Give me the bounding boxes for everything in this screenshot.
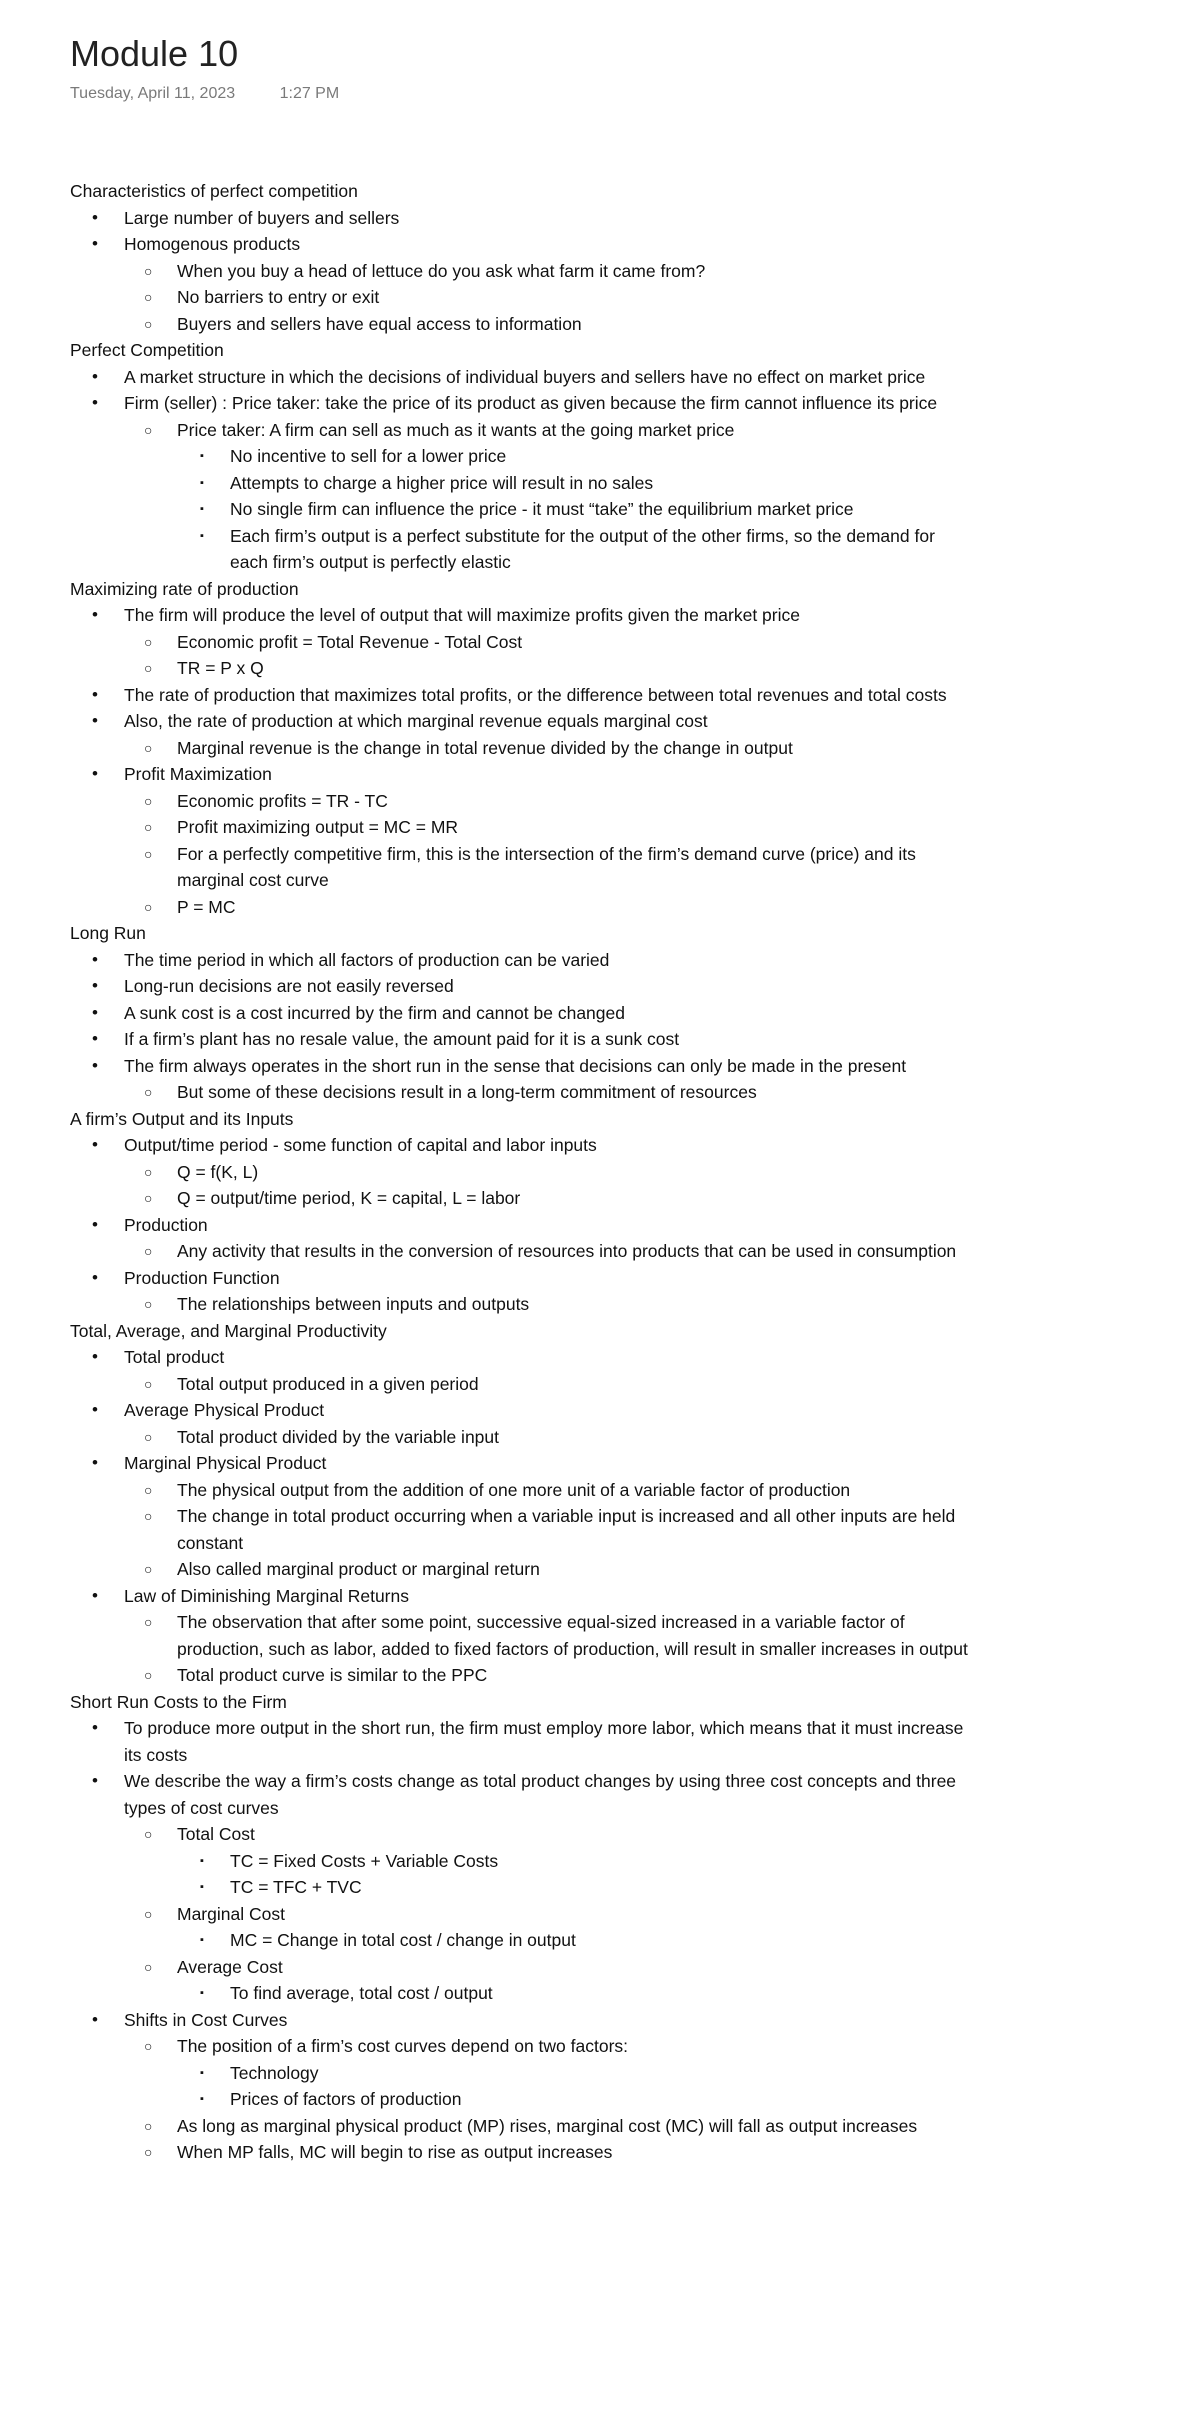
- bullet-marker: •: [92, 234, 98, 253]
- bullet-marker: ▪: [200, 503, 204, 515]
- section-heading[interactable]: [70, 1106, 970, 1133]
- sub-bullet-item[interactable]: [70, 1662, 970, 1689]
- line-text: Each firm’s output is a perfect substitute for the output of the other firms, so the demand for each firm’s output is perfectly elastic: [230, 525, 935, 572]
- bullet-marker: ▪: [200, 450, 204, 462]
- bullet-marker: •: [92, 1453, 98, 1472]
- bullet-marker: ▪: [200, 1854, 204, 1867]
- section-heading[interactable]: [70, 920, 970, 947]
- bullet-marker: •: [92, 1585, 98, 1605]
- line-text: Total, Average, and Marginal Productivity: [70, 1320, 387, 1341]
- bullet-item[interactable]: [70, 1768, 970, 1821]
- line-text: The firm always operates in the short run in the sense that decisions can only be made in the present: [124, 1055, 907, 1076]
- sub-bullet-item[interactable]: [70, 2139, 970, 2166]
- bullet-marker: •: [92, 1002, 98, 1022]
- line-text: No barriers to entry or exit: [177, 287, 380, 307]
- line-text: To find average, total cost / output: [230, 1983, 493, 2003]
- bullet-marker: ▪: [200, 476, 204, 489]
- sub-sub-bullet-item[interactable]: [70, 470, 970, 497]
- line-text: Technology: [230, 2062, 319, 2083]
- bullet-item[interactable]: [70, 2007, 970, 2034]
- line-text: Price taker: A firm can sell as much as it wants at the going market price: [177, 419, 735, 440]
- bullet-marker: ▪: [200, 529, 204, 542]
- line-text: The firm will produce the level of output that will maximize profits given the market price: [124, 605, 800, 625]
- bullet-marker: •: [92, 366, 98, 386]
- sub-bullet-item[interactable]: [70, 1821, 970, 1848]
- bullet-item[interactable]: [70, 364, 970, 391]
- line-text: When you buy a head of lettuce do you ask what farm it came from?: [177, 260, 706, 281]
- bullet-marker: ○: [144, 262, 153, 279]
- sub-sub-bullet-item[interactable]: [70, 1927, 970, 1954]
- bullet-marker: •: [92, 711, 98, 730]
- bullet-marker: •: [92, 393, 98, 412]
- bullet-marker: ○: [144, 739, 153, 756]
- line-text: Production: [124, 1214, 208, 1235]
- bullet-marker: •: [92, 2009, 98, 2029]
- bullet-item[interactable]: [70, 761, 970, 788]
- bullet-marker: •: [92, 1347, 98, 1366]
- sub-bullet-item[interactable]: [70, 629, 970, 656]
- section-heading[interactable]: [70, 337, 970, 364]
- sub-bullet-item[interactable]: [70, 735, 970, 762]
- bullet-marker: ▪: [200, 1987, 204, 1999]
- bullet-marker: •: [92, 949, 98, 969]
- bullet-marker: ○: [144, 1508, 153, 1524]
- line-text: Maximizing rate of production: [70, 578, 299, 599]
- sub-bullet-item[interactable]: [70, 1556, 970, 1583]
- sub-bullet-item[interactable]: [70, 1371, 970, 1398]
- sub-bullet-item[interactable]: [70, 1901, 970, 1928]
- line-text: For a perfectly competitive firm, this is the intersection of the firm’s demand curve (price) and its marginal cost curve: [177, 843, 916, 890]
- line-text: The time period in which all factors of production can be varied: [124, 949, 610, 970]
- bullet-marker: ○: [144, 660, 153, 676]
- line-text: Profit Maximization: [124, 764, 272, 784]
- bullet-item[interactable]: [70, 708, 970, 735]
- bullet-marker: •: [92, 1214, 98, 1234]
- bullet-marker: ○: [144, 2144, 153, 2160]
- sub-bullet-item[interactable]: [70, 894, 970, 921]
- line-text: The observation that after some point, successive equal-sized increased in a variable factor of production, such as labor, added to fixed factors of production, will result in smaller increases in output: [177, 1612, 968, 1659]
- sub-bullet-item[interactable]: [70, 417, 970, 444]
- line-text: Total product divided by the variable input: [177, 1426, 500, 1447]
- line-text: TC = TFC + TVC: [230, 1877, 362, 1897]
- bullet-marker: •: [92, 1029, 98, 1048]
- line-text: Total Cost: [177, 1824, 255, 1844]
- bullet-marker: ○: [144, 1614, 153, 1630]
- line-text: But some of these decisions result in a long-term commitment of resources: [177, 1082, 757, 1102]
- line-text: Economic profits = TR - TC: [177, 790, 388, 811]
- bullet-marker: •: [92, 1771, 98, 1790]
- bullet-marker: ○: [144, 819, 153, 835]
- line-text: Law of Diminishing Marginal Returns: [124, 1585, 409, 1606]
- sub-sub-bullet-item[interactable]: [70, 523, 970, 576]
- sub-bullet-item[interactable]: [70, 284, 970, 311]
- line-text: Shifts in Cost Curves: [124, 2009, 288, 2030]
- page-title[interactable]: Module 10: [70, 33, 239, 74]
- bullet-marker: ○: [144, 792, 153, 809]
- sub-bullet-item[interactable]: [70, 2113, 970, 2140]
- line-text: Large number of buyers and sellers: [124, 207, 400, 228]
- line-text: TC = Fixed Costs + Variable Costs: [230, 1850, 499, 1871]
- sub-bullet-item[interactable]: [70, 1079, 970, 1106]
- line-text: The rate of production that maximizes total profits, or the difference between total revenues and total costs: [124, 684, 947, 705]
- bullet-marker: ○: [144, 315, 153, 332]
- bullet-marker: ○: [144, 1084, 153, 1100]
- bullet-marker: •: [92, 1400, 98, 1419]
- bullet-marker: ▪: [200, 2066, 204, 2079]
- bullet-marker: ○: [144, 1561, 153, 1577]
- line-text: Marginal revenue is the change in total revenue divided by the change in output: [177, 737, 793, 758]
- line-text: Long-run decisions are not easily reversed: [124, 976, 454, 996]
- sub-bullet-item[interactable]: [70, 655, 970, 682]
- sub-bullet-item[interactable]: [70, 1159, 970, 1186]
- bullet-item[interactable]: [70, 231, 970, 258]
- line-text: As long as marginal physical product (MP) rises, marginal cost (MC) will fall as output increases: [177, 2115, 918, 2136]
- bullet-item[interactable]: [70, 973, 970, 1000]
- bullet-marker: ○: [144, 1958, 153, 1975]
- line-text: Any activity that results in the conversion of resources into products that can be used in consumption: [177, 1241, 957, 1261]
- line-text: MC = Change in total cost / change in output: [230, 1930, 576, 1950]
- sub-bullet-item[interactable]: [70, 311, 970, 338]
- bullet-marker: •: [92, 1055, 98, 1075]
- sub-sub-bullet-item[interactable]: [70, 496, 970, 523]
- line-text: P = MC: [177, 896, 236, 917]
- line-text: Total product: [124, 1347, 225, 1367]
- bullet-item[interactable]: [70, 1265, 970, 1292]
- line-text: TR = P x Q: [177, 658, 264, 678]
- line-text: Also, the rate of production at which marginal revenue equals marginal cost: [124, 711, 708, 731]
- bullet-marker: ○: [144, 1163, 153, 1180]
- line-text: Q = f(K, L): [177, 1161, 259, 1182]
- bullet-marker: ○: [144, 1826, 153, 1842]
- sub-bullet-item[interactable]: [70, 1238, 970, 1265]
- line-text: Profit maximizing output = MC = MR: [177, 817, 459, 837]
- bullet-marker: ▪: [200, 2093, 204, 2105]
- line-text: Perfect Competition: [70, 340, 224, 360]
- bullet-item[interactable]: [70, 1132, 970, 1159]
- line-text: Characteristics of perfect competition: [70, 181, 358, 201]
- bullet-item[interactable]: [70, 1026, 970, 1053]
- bullet-marker: ○: [144, 421, 153, 438]
- section-heading[interactable]: [70, 1318, 970, 1345]
- bullet-marker: ○: [144, 898, 153, 915]
- bullet-marker: ○: [144, 1667, 153, 1683]
- bullet-item[interactable]: [70, 1344, 970, 1371]
- sub-sub-bullet-item[interactable]: [70, 1848, 970, 1875]
- bullet-marker: ○: [144, 2038, 153, 2054]
- line-text: Prices of factors of production: [230, 2089, 462, 2109]
- line-text: Long Run: [70, 923, 146, 943]
- bullet-marker: •: [92, 764, 98, 783]
- bullet-marker: ○: [144, 1905, 153, 1922]
- line-text: Total output produced in a given period: [177, 1373, 479, 1394]
- bullet-item[interactable]: [70, 205, 970, 232]
- sub-bullet-item[interactable]: [70, 258, 970, 285]
- line-text: Economic profit = Total Revenue - Total Cost: [177, 631, 523, 652]
- bullet-item[interactable]: [70, 1212, 970, 1239]
- line-text: If a firm’s plant has no resale value, the amount paid for it is a sunk cost: [124, 1029, 680, 1049]
- line-text: A firm’s Output and its Inputs: [70, 1108, 294, 1129]
- sub-bullet-item[interactable]: [70, 1424, 970, 1451]
- bullet-marker: ▪: [200, 1934, 204, 1946]
- sub-bullet-item[interactable]: [70, 814, 970, 841]
- bullet-item[interactable]: [70, 390, 970, 417]
- page-time: 1:27 PM: [279, 85, 340, 102]
- line-text: No incentive to sell for a lower price: [230, 446, 507, 466]
- bullet-marker: ○: [144, 1428, 153, 1445]
- line-text: No single firm can influence the price - it must “take” the equilibrium market price: [230, 499, 854, 519]
- line-text: Short Run Costs to the Firm: [70, 1691, 287, 1712]
- line-text: Average Cost: [177, 1956, 283, 1977]
- line-text: Average Physical Product: [124, 1400, 325, 1420]
- line-text: Total product curve is similar to the PPC: [177, 1665, 488, 1685]
- bullet-marker: ○: [144, 289, 153, 305]
- page-timestamp: [70, 85, 970, 105]
- bullet-marker: ○: [144, 633, 153, 650]
- bullet-item[interactable]: [70, 602, 970, 629]
- bullet-marker: ○: [144, 1243, 153, 1259]
- line-text: Attempts to charge a higher price will result in no sales: [230, 472, 654, 493]
- sub-bullet-item[interactable]: [70, 1185, 970, 1212]
- sub-bullet-item[interactable]: [70, 841, 970, 894]
- line-text: Marginal Cost: [177, 1903, 285, 1924]
- bullet-marker: ○: [144, 2117, 153, 2134]
- section-heading[interactable]: [70, 178, 970, 205]
- sub-sub-bullet-item[interactable]: [70, 2060, 970, 2087]
- line-text: Output/time period - some function of capital and labor inputs: [124, 1135, 597, 1155]
- line-text: We describe the way a firm’s costs change as total product changes by using three cost concepts and three types of cost curves: [124, 1771, 957, 1818]
- bullet-marker: ○: [144, 1481, 153, 1498]
- line-text: Firm (seller) : Price taker: take the price of its product as given because the firm cannot influence its price: [124, 393, 938, 413]
- sub-bullet-item[interactable]: [70, 1291, 970, 1318]
- bullet-marker: ▪: [200, 1881, 204, 1893]
- bullet-item[interactable]: [70, 1053, 970, 1080]
- sub-bullet-item[interactable]: [70, 2033, 970, 2060]
- line-text: Marginal Physical Product: [124, 1453, 327, 1473]
- sub-sub-bullet-item[interactable]: [70, 1874, 970, 1901]
- bullet-item[interactable]: [70, 1715, 970, 1768]
- page-date: Tuesday, April 11, 2023: [70, 85, 236, 102]
- bullet-marker: •: [92, 605, 98, 624]
- line-text: A market structure in which the decisions of individual buyers and sellers have no effect on market price: [124, 366, 926, 387]
- line-text: To produce more output in the short run, the firm must employ more labor, which means that it must increase its costs: [124, 1718, 964, 1765]
- line-text: The change in total product occurring when a variable input is increased and all other inputs are held constant: [177, 1506, 956, 1553]
- bullet-marker: •: [92, 1718, 98, 1737]
- bullet-marker: •: [92, 207, 98, 227]
- line-text: Buyers and sellers have equal access to information: [177, 313, 582, 334]
- line-text: Also called marginal product or marginal return: [177, 1559, 540, 1579]
- bullet-item[interactable]: [70, 1450, 970, 1477]
- line-text: The physical output from the addition of one more unit of a variable factor of production: [177, 1479, 851, 1500]
- bullet-marker: ○: [144, 1375, 153, 1392]
- bullet-marker: •: [92, 976, 98, 995]
- bullet-marker: •: [92, 1135, 98, 1154]
- note-page: [70, 0, 970, 2166]
- section-heading[interactable]: [70, 576, 970, 603]
- bullet-marker: ○: [144, 1190, 153, 1206]
- line-text: A sunk cost is a cost incurred by the firm and cannot be changed: [124, 1002, 625, 1023]
- line-text: When MP falls, MC will begin to rise as output increases: [177, 2142, 613, 2162]
- bullet-item[interactable]: [70, 682, 970, 709]
- note-body[interactable]: [70, 178, 970, 2166]
- line-text: Production Function: [124, 1267, 280, 1288]
- line-text: Q = output/time period, K = capital, L = labor: [177, 1188, 521, 1208]
- line-text: The position of a firm’s cost curves depend on two factors:: [177, 2036, 629, 2056]
- sub-bullet-item[interactable]: [70, 788, 970, 815]
- bullet-item[interactable]: [70, 947, 970, 974]
- line-text: Homogenous products: [124, 234, 301, 254]
- sub-bullet-item[interactable]: [70, 1477, 970, 1504]
- section-heading[interactable]: [70, 1689, 970, 1716]
- sub-bullet-item[interactable]: [70, 1609, 970, 1662]
- sub-sub-bullet-item[interactable]: [70, 1980, 970, 2007]
- sub-sub-bullet-item[interactable]: [70, 2086, 970, 2113]
- sub-bullet-item[interactable]: [70, 1503, 970, 1556]
- sub-bullet-item[interactable]: [70, 1954, 970, 1981]
- bullet-marker: •: [92, 1267, 98, 1287]
- line-text: The relationships between inputs and outputs: [177, 1294, 530, 1314]
- bullet-item[interactable]: [70, 1000, 970, 1027]
- bullet-marker: ○: [144, 845, 153, 862]
- bullet-marker: ○: [144, 1296, 153, 1312]
- bullet-item[interactable]: [70, 1397, 970, 1424]
- sub-sub-bullet-item[interactable]: [70, 443, 970, 470]
- bullet-item[interactable]: [70, 1583, 970, 1610]
- bullet-marker: •: [92, 684, 98, 704]
